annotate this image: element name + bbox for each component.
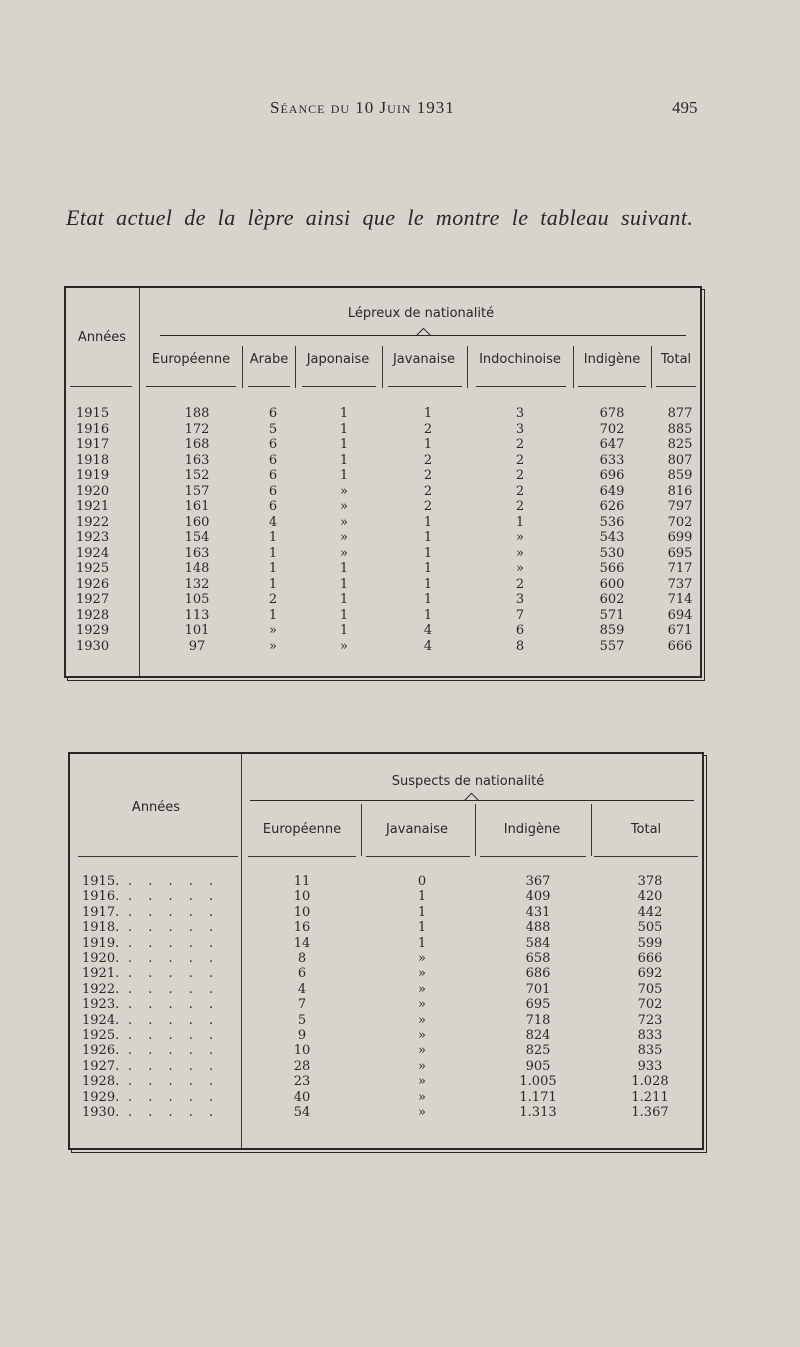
cell-japonaise: »	[340, 530, 348, 545]
page-header	[0, 98, 800, 122]
years-header: Années	[131, 800, 181, 815]
col-header-europeenne: Européenne	[151, 352, 231, 367]
column-divider	[591, 804, 592, 856]
cell-indigene: 600	[599, 576, 625, 592]
leader-dots: . . . . .	[128, 904, 220, 920]
group-header: Suspects de nationalité	[391, 774, 545, 789]
cell-japonaise: »	[340, 499, 348, 514]
cell-europeenne: 11	[293, 874, 311, 889]
cell-indigene: 905	[525, 1058, 551, 1074]
lepers-table	[64, 286, 702, 678]
cell-indochinoise: 2	[515, 452, 525, 468]
cell-arabe: 1	[268, 576, 278, 592]
cell-javanaise: »	[418, 1043, 426, 1059]
cell-year: 1922.	[82, 981, 120, 997]
cell-year: 1926	[76, 576, 110, 592]
header-rule	[388, 386, 462, 387]
leader-dots: . . . . .	[128, 981, 220, 997]
header-rule	[594, 856, 698, 857]
column-divider	[467, 346, 468, 388]
cell-indochinoise: 3	[515, 592, 525, 607]
cell-europeenne: 105	[184, 592, 210, 607]
cell-indigene: 530	[599, 545, 625, 561]
col-header-arabe: Arabe	[249, 352, 289, 367]
cell-total: 714	[667, 592, 693, 607]
cell-year: 1917	[76, 437, 110, 452]
cell-indochinoise: 7	[515, 607, 525, 623]
cell-year: 1919	[76, 468, 110, 483]
cell-javanaise: 1	[423, 437, 433, 452]
cell-javanaise: »	[418, 1012, 426, 1028]
col-header-javanaise: Javanaise	[392, 352, 456, 367]
cell-europeenne: 97	[188, 638, 206, 654]
cell-europeenne: 163	[184, 545, 210, 561]
cell-indigene: 825	[525, 1043, 551, 1059]
cell-total: 737	[667, 576, 693, 592]
cell-europeenne: 23	[293, 1074, 311, 1090]
cell-indigene: 718	[525, 1012, 551, 1028]
column-divider	[242, 346, 243, 388]
cell-total: 695	[667, 545, 693, 561]
cell-year: 1922	[76, 514, 110, 530]
cell-europeenne: 113	[184, 607, 210, 623]
cell-europeenne: 7	[297, 997, 307, 1013]
cell-year: 1918.	[82, 920, 120, 936]
cell-japonaise: 1	[339, 406, 349, 421]
cell-year: 1916	[76, 421, 110, 437]
cell-japonaise: 1	[339, 437, 349, 452]
cell-arabe: 6	[268, 499, 278, 514]
col-header-indochinoise: Indochinoise	[479, 352, 561, 367]
cell-indochinoise: 2	[515, 576, 525, 592]
header-rule	[146, 386, 236, 387]
cell-javanaise: 1	[423, 607, 433, 623]
cell-total: 877	[667, 406, 693, 421]
cell-japonaise: 1	[339, 452, 349, 468]
cell-arabe: 6	[268, 483, 278, 499]
cell-year: 1925	[76, 561, 110, 576]
cell-total: 671	[667, 623, 693, 638]
cell-japonaise: 1	[339, 468, 349, 483]
cell-japonaise: »	[340, 638, 348, 654]
header-brace-tip	[416, 328, 432, 344]
cell-indigene: 488	[525, 920, 551, 936]
table-caption: Etat actuel de la lèpre ainsi que le montre le tableau suivant.	[66, 205, 694, 230]
cell-total: 825	[667, 437, 693, 452]
cell-total: 816	[667, 483, 693, 499]
column-divider	[573, 346, 574, 388]
leader-dots: . . . . .	[128, 874, 220, 889]
cell-indigene: 658	[525, 951, 551, 966]
cell-indigene: 702	[599, 421, 625, 437]
cell-javanaise: 1	[423, 561, 433, 576]
cell-arabe: 5	[268, 421, 278, 437]
leader-dots: . . . . .	[128, 1105, 220, 1120]
cell-japonaise: 1	[339, 592, 349, 607]
cell-indochinoise: »	[516, 561, 524, 576]
leader-dots: . . . . .	[128, 951, 220, 966]
cell-total: 797	[667, 499, 693, 514]
cell-total: 723	[637, 1012, 663, 1028]
cell-year: 1927	[76, 592, 110, 607]
cell-europeenne: 161	[184, 499, 210, 514]
cell-europeenne: 10	[293, 904, 311, 920]
header-rule	[656, 386, 696, 387]
cell-japonaise: 1	[339, 576, 349, 592]
cell-europeenne: 5	[297, 1012, 307, 1028]
cell-indochinoise: 6	[515, 623, 525, 638]
cell-indigene: 557	[599, 638, 625, 654]
header-rule	[70, 386, 132, 387]
cell-total: 702	[637, 997, 663, 1013]
cell-javanaise: »	[418, 1089, 426, 1105]
header-rule	[302, 386, 376, 387]
cell-year: 1919.	[82, 935, 120, 951]
cell-year: 1921.	[82, 966, 120, 982]
header-rule	[366, 856, 470, 857]
cell-javanaise: »	[418, 1028, 426, 1043]
cell-indochinoise: 3	[515, 406, 525, 421]
cell-arabe: 6	[268, 452, 278, 468]
cell-year: 1930	[76, 638, 110, 654]
cell-indigene: 649	[599, 483, 625, 499]
cell-indigene: 1.313	[519, 1105, 557, 1120]
cell-year: 1916.	[82, 889, 120, 905]
cell-japonaise: »	[340, 514, 348, 530]
leader-dots: . . . . .	[128, 1074, 220, 1090]
cell-javanaise: 1	[417, 904, 427, 920]
cell-javanaise: 2	[423, 452, 433, 468]
cell-javanaise: »	[418, 1058, 426, 1074]
leader-dots: . . . . .	[128, 966, 220, 982]
cell-javanaise: 1	[423, 576, 433, 592]
col-header-javanaise: Javanaise	[385, 822, 449, 837]
cell-total: 859	[667, 468, 693, 483]
cell-indigene: 571	[599, 607, 625, 623]
cell-total: 420	[637, 889, 663, 905]
column-divider	[651, 346, 652, 388]
cell-europeenne: 101	[184, 623, 210, 638]
cell-year: 1918	[76, 452, 110, 468]
column-divider	[139, 288, 140, 676]
years-header: Années	[77, 330, 127, 345]
cell-year: 1921	[76, 499, 110, 514]
cell-total: 702	[667, 514, 693, 530]
page-number: 495	[672, 98, 698, 117]
cell-javanaise: 1	[417, 935, 427, 951]
cell-javanaise: 2	[423, 499, 433, 514]
cell-japonaise: »	[340, 545, 348, 561]
cell-total: 1.211	[631, 1089, 669, 1105]
cell-arabe: 6	[268, 406, 278, 421]
cell-javanaise: 1	[423, 406, 433, 421]
cell-europeenne: 28	[293, 1058, 311, 1074]
cell-year: 1920	[76, 483, 110, 499]
cell-total: 692	[637, 966, 663, 982]
column-divider	[295, 346, 296, 388]
cell-javanaise: 1	[423, 514, 433, 530]
header-rule	[480, 856, 586, 857]
cell-japonaise: 1	[339, 561, 349, 576]
cell-year: 1923	[76, 530, 110, 545]
cell-indigene: 584	[525, 935, 551, 951]
cell-total: 666	[637, 951, 663, 966]
cell-europeenne: 9	[297, 1028, 307, 1043]
cell-indigene: 686	[525, 966, 551, 982]
cell-europeenne: 157	[184, 483, 210, 499]
cell-europeenne: 160	[184, 514, 210, 530]
cell-indochinoise: 2	[515, 437, 525, 452]
header-rule	[248, 386, 290, 387]
cell-arabe: 1	[268, 607, 278, 623]
suspects-table	[68, 752, 704, 1150]
cell-europeenne: 10	[293, 1043, 311, 1059]
cell-javanaise: 0	[417, 874, 427, 889]
cell-year: 1928.	[82, 1074, 120, 1090]
cell-europeenne: 152	[184, 468, 210, 483]
header-brace-tip	[464, 793, 480, 809]
cell-javanaise: 4	[423, 623, 433, 638]
cell-europeenne: 8	[297, 951, 307, 966]
cell-indigene: 1.171	[519, 1089, 557, 1105]
cell-year: 1927.	[82, 1058, 120, 1074]
cell-arabe: 6	[268, 437, 278, 452]
cell-javanaise: »	[418, 951, 426, 966]
cell-indigene: 695	[525, 997, 551, 1013]
cell-year: 1930.	[82, 1105, 120, 1120]
leader-dots: . . . . .	[128, 1043, 220, 1059]
cell-indochinoise: 2	[515, 483, 525, 499]
cell-indigene: 431	[525, 904, 551, 920]
group-header: Lépreux de nationalité	[347, 306, 495, 321]
cell-indochinoise: 1	[515, 514, 525, 530]
cell-year: 1926.	[82, 1043, 120, 1059]
leader-dots: . . . . .	[128, 889, 220, 905]
cell-total: 442	[637, 904, 663, 920]
cell-year: 1924.	[82, 1012, 120, 1028]
cell-europeenne: 154	[184, 530, 210, 545]
cell-javanaise: »	[418, 1074, 426, 1090]
cell-total: 705	[637, 981, 663, 997]
cell-total: 1.028	[631, 1074, 669, 1090]
cell-indochinoise: 3	[515, 421, 525, 437]
cell-japonaise: »	[340, 483, 348, 499]
cell-indigene: 566	[599, 561, 625, 576]
cell-total: 807	[667, 452, 693, 468]
cell-arabe: 1	[268, 561, 278, 576]
header-rule	[578, 386, 646, 387]
cell-javanaise: 4	[423, 638, 433, 654]
cell-year: 1929.	[82, 1089, 120, 1105]
cell-year: 1929	[76, 623, 110, 638]
cell-europeenne: 16	[293, 920, 311, 936]
cell-europeenne: 6	[297, 966, 307, 982]
cell-indigene: 647	[599, 437, 625, 452]
col-header-indigene: Indigène	[503, 822, 561, 837]
running-head: Séance du 10 Juin 1931	[270, 98, 455, 117]
cell-javanaise: »	[418, 966, 426, 982]
cell-indigene: 701	[525, 981, 551, 997]
cell-indigene: 602	[599, 592, 625, 607]
cell-total: 694	[667, 607, 693, 623]
cell-europeenne: 4	[297, 981, 307, 997]
cell-europeenne: 148	[184, 561, 210, 576]
cell-europeenne: 40	[293, 1089, 311, 1105]
cell-europeenne: 54	[293, 1105, 311, 1120]
col-header-europeenne: Européenne	[262, 822, 342, 837]
cell-indigene: 824	[525, 1028, 551, 1043]
cell-year: 1925.	[82, 1028, 120, 1043]
leader-dots: . . . . .	[128, 920, 220, 936]
cell-indigene: 409	[525, 889, 551, 905]
header-rule	[476, 386, 566, 387]
cell-javanaise: 1	[417, 920, 427, 936]
cell-javanaise: 2	[423, 483, 433, 499]
column-divider	[475, 804, 476, 856]
cell-total: 833	[637, 1028, 663, 1043]
cell-europeenne: 163	[184, 452, 210, 468]
column-divider	[382, 346, 383, 388]
cell-total: 599	[637, 935, 663, 951]
leader-dots: . . . . .	[128, 1089, 220, 1105]
cell-europeenne: 168	[184, 437, 210, 452]
leader-dots: . . . . .	[128, 1028, 220, 1043]
leader-dots: . . . . .	[128, 1058, 220, 1074]
cell-total: 666	[667, 638, 693, 654]
cell-javanaise: »	[418, 1105, 426, 1120]
col-header-total: Total	[630, 822, 662, 837]
cell-total: 699	[667, 530, 693, 545]
cell-indigene: 536	[599, 514, 625, 530]
cell-javanaise: »	[418, 981, 426, 997]
cell-japonaise: 1	[339, 607, 349, 623]
cell-year: 1917.	[82, 904, 120, 920]
cell-indochinoise: 2	[515, 499, 525, 514]
cell-arabe: 1	[268, 530, 278, 545]
cell-europeenne: 172	[184, 421, 210, 437]
cell-year: 1928	[76, 607, 110, 623]
cell-japonaise: 1	[339, 623, 349, 638]
cell-indochinoise: »	[516, 530, 524, 545]
column-divider	[361, 804, 362, 856]
header-rule	[78, 856, 238, 857]
cell-total: 717	[667, 561, 693, 576]
cell-javanaise: »	[418, 997, 426, 1013]
cell-indigene: 1.005	[519, 1074, 557, 1090]
cell-javanaise: 1	[417, 889, 427, 905]
column-divider	[241, 754, 242, 1148]
leader-dots: . . . . .	[128, 1012, 220, 1028]
cell-indigene: 633	[599, 452, 625, 468]
cell-europeenne: 132	[184, 576, 210, 592]
header-rule	[248, 856, 356, 857]
cell-year: 1924	[76, 545, 110, 561]
cell-year: 1915.	[82, 874, 120, 889]
cell-arabe: 1	[268, 545, 278, 561]
cell-europeenne: 14	[293, 935, 311, 951]
cell-arabe: 6	[268, 468, 278, 483]
cell-year: 1923.	[82, 997, 120, 1013]
cell-arabe: 4	[268, 514, 278, 530]
cell-japonaise: 1	[339, 421, 349, 437]
cell-arabe: 2	[268, 592, 278, 607]
cell-javanaise: 2	[423, 421, 433, 437]
cell-indigene: 543	[599, 530, 625, 545]
cell-javanaise: 1	[423, 530, 433, 545]
cell-indigene: 859	[599, 623, 625, 638]
cell-indigene: 696	[599, 468, 625, 483]
col-header-indigene: Indigène	[583, 352, 641, 367]
cell-total: 835	[637, 1043, 663, 1059]
cell-indigene: 626	[599, 499, 625, 514]
cell-year: 1920.	[82, 951, 120, 966]
cell-javanaise: 1	[423, 592, 433, 607]
leader-dots: . . . . .	[128, 997, 220, 1013]
cell-total: 505	[637, 920, 663, 936]
cell-javanaise: 1	[423, 545, 433, 561]
cell-total: 1.367	[631, 1105, 669, 1120]
col-header-japonaise: Japonaise	[306, 352, 370, 367]
cell-total: 378	[637, 874, 663, 889]
cell-europeenne: 10	[293, 889, 311, 905]
col-header-total: Total	[660, 352, 692, 367]
cell-total: 885	[667, 421, 693, 437]
cell-indigene: 678	[599, 406, 625, 421]
leader-dots: . . . . .	[128, 935, 220, 951]
cell-arabe: »	[269, 623, 277, 638]
cell-indochinoise: 2	[515, 468, 525, 483]
cell-total: 933	[637, 1058, 663, 1074]
cell-arabe: »	[269, 638, 277, 654]
cell-europeenne: 188	[184, 406, 210, 421]
cell-year: 1915	[76, 406, 110, 421]
cell-indochinoise: 8	[515, 638, 525, 654]
cell-indigene: 367	[525, 874, 551, 889]
cell-javanaise: 2	[423, 468, 433, 483]
cell-indochinoise: »	[516, 545, 524, 561]
